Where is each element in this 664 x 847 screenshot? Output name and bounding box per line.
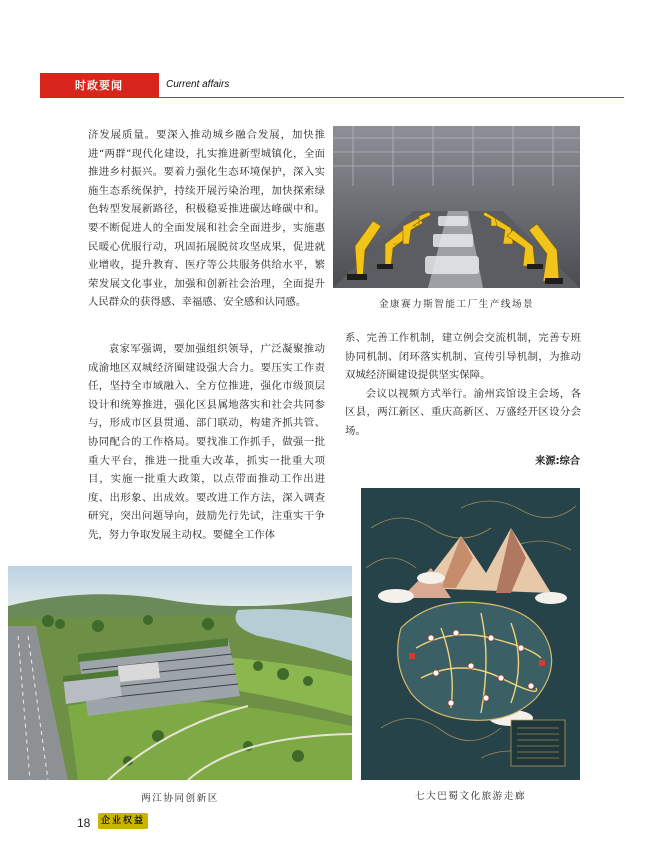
article-column-2 bbox=[88, 340, 325, 545]
park-illustration bbox=[8, 566, 352, 780]
page-number: 18 bbox=[77, 816, 91, 830]
park-caption: 两江协同创新区 bbox=[141, 793, 219, 804]
factory-illustration bbox=[333, 126, 580, 288]
map-illustration bbox=[361, 488, 580, 780]
paragraph: 济发展质量。要深入推动城乡融合发展，加快推进“两群”现代化建设，扎实推进新型城镇化，全面推进乡村振兴。要着力强化生态环境保护，深入实施生态系统保护，持续开展污染治理，加快探索绿色转型发展新路径，积极稳妥推进碳达峰碳中和。要不断促进人的全面发展和社会全面进步，实施惠民暖心优服行动，巩固拓展脱贫攻坚成果，促进就业增收，提升教育、医疗等公共服务供给水平，繁荣发展文化事业，加强和创新社会治理，全面提升人民群众的获得感、幸福感、安全感和认同感。 bbox=[88, 129, 325, 309]
factory-photo bbox=[333, 126, 580, 288]
park-aerial-photo bbox=[8, 566, 352, 780]
article-column-3 bbox=[345, 329, 581, 441]
map-caption: 七大巴蜀文化旅游走廊 bbox=[415, 791, 526, 802]
factory-caption: 金康赛力斯智能工厂生产线场景 bbox=[378, 299, 535, 310]
section-title-en: Current affairs bbox=[166, 79, 230, 90]
paragraph: 袁家军强调，要加强组织领导，广泛凝聚推动成渝地区双城经济圈建设强大合力。要压实工作责任，坚持全市域融入、全方位推进，强化市级顶层设计和统筹推进，强化区县属地落实和社会共同参与，形成市区县贯通、部门联动，构建齐抓共管、协同配合的工作格局。要找准工作抓手，做强一批重大平台，推进一批重大改革，抓实一批重大项目，实施一批重大政策，以点带面推动工作出进度、出形象、出成效。要改进工作方法，深入调查研究，突出问题导向，鼓励先行先试，注重实干争先，努力争取发展主动权。要健全工作体 bbox=[88, 343, 325, 541]
article-source: 来源:综合 bbox=[535, 456, 580, 467]
article-column-1 bbox=[88, 126, 325, 312]
paragraph: 会议以视频方式举行。渝州宾馆设主会场，各区县，两江新区、重庆高新区、万盛经开区设分会场。 bbox=[345, 387, 581, 437]
header-divider bbox=[158, 73, 159, 98]
magazine-brand: 企业权益 bbox=[98, 813, 148, 829]
section-tab: 时政要闻 bbox=[40, 73, 158, 98]
paragraph: 系、完善工作机制，建立例会交流机制，完善专班协同机制、闭环落实机制、宣传引导机制，为推动双城经济圈建设提供坚实保障。 bbox=[345, 332, 581, 382]
header-rule bbox=[158, 97, 624, 98]
tourism-map-illustration bbox=[361, 488, 580, 780]
